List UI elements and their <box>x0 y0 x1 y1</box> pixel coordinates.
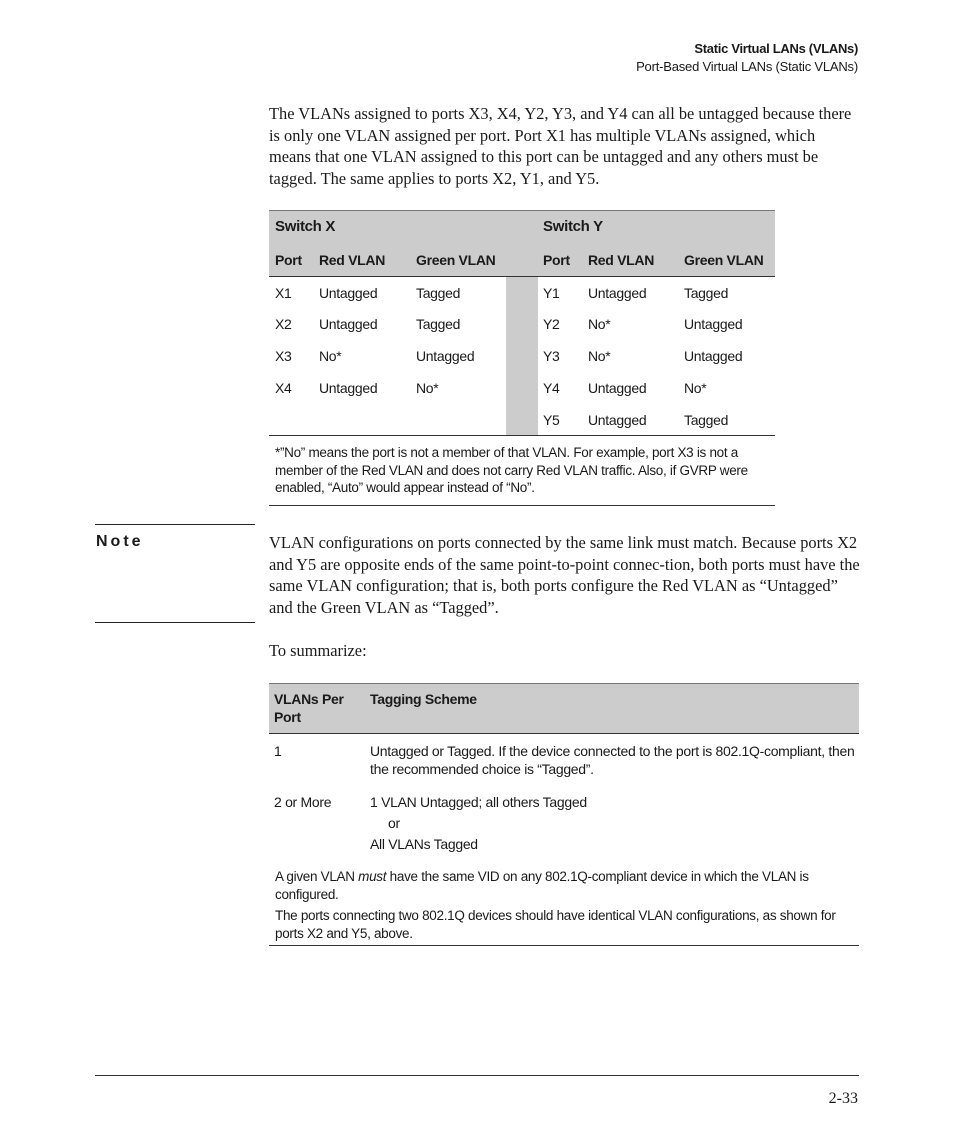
note-label: Note <box>96 533 144 550</box>
table-cell: Untagged <box>684 316 743 332</box>
footer-rule <box>95 1075 859 1076</box>
table-cell: Tagged <box>684 285 729 301</box>
summary-table-header <box>269 683 859 734</box>
table-cell: Untagged <box>416 348 475 364</box>
table-cell: All VLANs Tagged <box>370 836 478 852</box>
table-cell: No* <box>684 380 707 396</box>
col-header-green-vlan-y: Green VLAN <box>684 252 764 268</box>
table-cell: No* <box>588 348 611 364</box>
table-cell: Untagged or Tagged. If the device connected to the port is 802.1Q-compliant, then the recommended choice is “Tagged”. <box>370 743 855 777</box>
intro-paragraph: The VLANs assigned to ports X3, X4, Y2, Y3, and Y4 can all be untagged because there is only one VLAN assigned per port. Port X1 has multiple VLANs assigned, which means that one VLAN assigned to this port can be untagged and any others must be tagged. The same applies to ports X2, Y1, and Y5. <box>269 104 852 188</box>
summary-note-ports: The ports connecting two 802.1Q devices should have identical VLAN configurations, as shown for ports X2 and Y5, above. <box>275 908 836 941</box>
table-cell: 2 or More <box>274 794 332 810</box>
table-cell: Untagged <box>588 285 647 301</box>
table-cell: Tagged <box>684 412 729 428</box>
table-cell: X1 <box>275 285 292 301</box>
table-body <box>269 277 775 435</box>
switch-x-title: Switch X <box>275 218 336 235</box>
table-cell: Tagged <box>416 316 461 332</box>
table-cell: No* <box>319 348 342 364</box>
table-cell: Y1 <box>543 285 560 301</box>
table-cell: Y5 <box>543 412 560 428</box>
table-cell: 1 VLAN Untagged; all others Tagged <box>370 794 587 810</box>
table-cell: Tagged <box>416 285 461 301</box>
table-cell: Untagged <box>684 348 743 364</box>
table-cell: Y2 <box>543 316 560 332</box>
running-header <box>636 40 858 76</box>
col-header-green-vlan-x: Green VLAN <box>416 252 496 268</box>
note-text: VLAN configurations on ports connected by the same link must match. Because ports X2 and Y5 are opposite ends of the same point-to-point connec-tion, both ports must have the same VLAN configuration; that is, both ports configure the Red VLAN as “Untagged” and the Green VLAN as “Tagged”. <box>269 533 860 617</box>
table-footnote: *”No” means the port is not a member of that VLAN. For example, port X3 is not a member of the Red VLAN and does not carry Red VLAN traffic. Also, if GVRP were enabled, “Auto” would appear instead of “No”. <box>269 435 775 506</box>
col-header-port-y: Port <box>543 252 570 268</box>
table-cell: Untagged <box>588 412 647 428</box>
table-cell: X3 <box>275 348 292 364</box>
col-header-tagging-scheme: Tagging Scheme <box>370 691 477 707</box>
summary-note-vid: A given VLAN must have the same VID on any 802.1Q-compliant device in which the VLAN is configured. <box>275 869 809 902</box>
col-header-red-vlan-y: Red VLAN <box>588 252 655 268</box>
col-header-vlans-per-port: VLANs Per Port <box>274 691 344 725</box>
table-cell: Untagged <box>588 380 647 396</box>
tagging-summary-table <box>269 683 859 946</box>
vlan-assignment-table <box>269 210 775 506</box>
summarize-text: To summarize: <box>269 641 367 660</box>
column-separator <box>506 277 538 435</box>
table-header <box>269 210 775 277</box>
table-cell: No* <box>588 316 611 332</box>
table-cell: No* <box>416 380 439 396</box>
col-header-red-vlan-x: Red VLAN <box>319 252 386 268</box>
table-cell: X4 <box>275 380 292 396</box>
page-number: 2-33 <box>828 1090 858 1107</box>
chapter-title: Static Virtual LANs (VLANs) <box>694 41 858 56</box>
note-rule-bottom <box>95 622 255 623</box>
col-header-port-x: Port <box>275 252 302 268</box>
table-cell: Y4 <box>543 380 560 396</box>
switch-y-title: Switch Y <box>543 218 603 235</box>
table-cell: 1 <box>274 743 282 759</box>
table-cell: X2 <box>275 316 292 332</box>
table-cell: Untagged <box>319 380 378 396</box>
summary-notes <box>275 868 855 946</box>
table-cell: Y3 <box>543 348 560 364</box>
table-cell: or <box>388 815 400 831</box>
table-cell: Untagged <box>319 316 378 332</box>
section-title: Port-Based Virtual LANs (Static VLANs) <box>636 59 858 74</box>
note-rule-top <box>95 524 255 525</box>
summary-table-body <box>269 734 859 946</box>
table-cell: Untagged <box>319 285 378 301</box>
